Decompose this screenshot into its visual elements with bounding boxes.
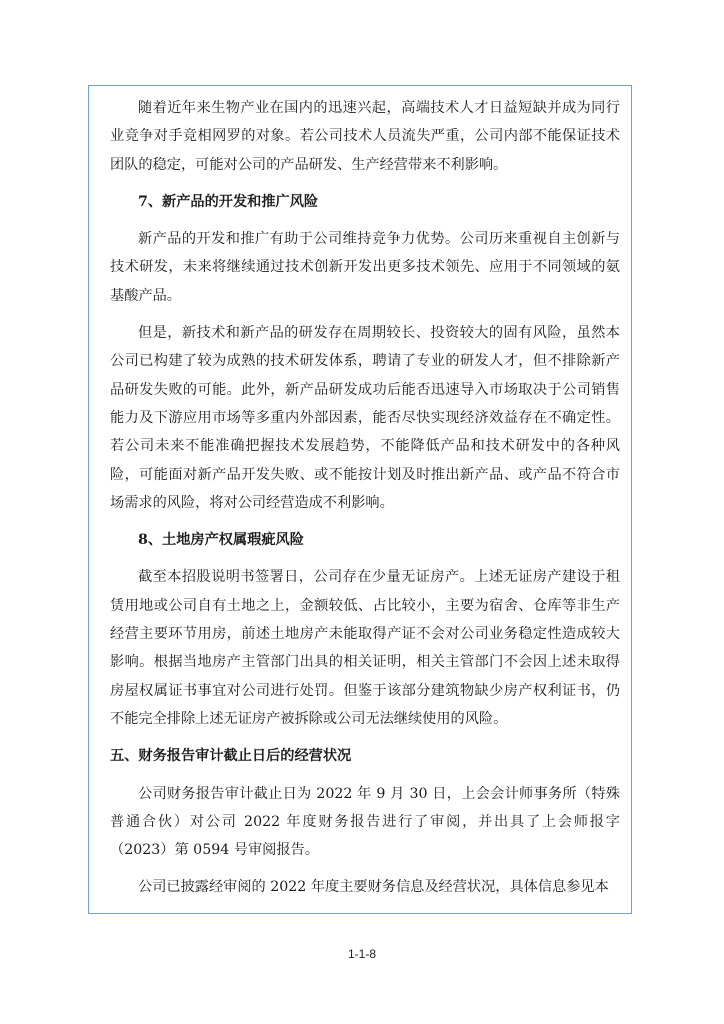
paragraph-audit-date: 公司财务报告审计截止日为 2022 年 9 月 30 日，上会会计师事务所（特殊普通合伙）对公司 2022 年度财务报告进行了审阅，并出具了上会师报字（2023）第 0594 号审阅报告。 <box>110 785 620 859</box>
heading-land-property-risk: 8、土地房产权属瑕疵风险 <box>138 532 304 549</box>
document-body <box>110 94 620 902</box>
paragraph-tech-talent: 随着近年来生物产业在国内的迅速兴起，高端技术人才日益短缺并成为同行业竞争对手竞相网罗的对象。若公司技术人员流失严重，公司内部不能保证技术团队的稳定，可能对公司的产品研发、生产经营带来不利影响。 <box>110 100 620 173</box>
paragraph-new-product-1: 新产品的开发和推广有助于公司维持竞争力优势。公司历来重视自主创新与技术研发，未来将继续通过技术创新开发出更多技术领先、应用于不同领域的氨基酸产品。 <box>110 231 620 304</box>
heading-post-audit-operations: 五、财务报告审计截止日后的经营状况 <box>110 748 352 765</box>
paragraph-disclosure: 公司已披露经审阅的 2022 年度主要财务信息及经营状况，具体信息参见本 <box>138 879 609 896</box>
heading-new-product-risk: 7、新产品的开发和推广风险 <box>138 193 319 210</box>
paragraph-land-property: 截至本招股说明书签署日，公司存在少量无证房产。上述无证房产建设于租赁用地或公司自有土地之上，金额较低、占比较小，主要为宿舍、仓库等非生产经营主要环节用房，前述土地房产未能取得产证不会对公司业务稳定性造成较大影响。根据当地房产主管部门出具的相关证明，相关主管部门不会因上述未取得房屋权属证书事宜对公司进行处罚。但鉴于该部分建筑物缺少房产权利证书，仍不能完全排除上述无证房产被拆除或公司无法继续使用的风险。 <box>110 569 620 727</box>
page-number: 1-1-8 <box>347 947 376 961</box>
paragraph-new-product-2: 但是，新技术和新产品的研发存在周期较长、投资较大的固有风险，虽然本公司已构建了较为成熟的技术研发体系，聘请了专业的研发人才，但不排除新产品研发失败的可能。此外，新产品研发成功后能否迅速导入市场取决于公司销售能力及下游应用市场等多重内外部因素，能否尽快实现经济效益存在不确定性。若公司未来不能准确把握技术发展趋势，不能降低产品和技术研发中的各种风险，可能面对新产品开发失败、或不能按计划及时推出新产品、或产品不符合市场需求的风险，将对公司经营造成不利影响。 <box>110 325 620 511</box>
